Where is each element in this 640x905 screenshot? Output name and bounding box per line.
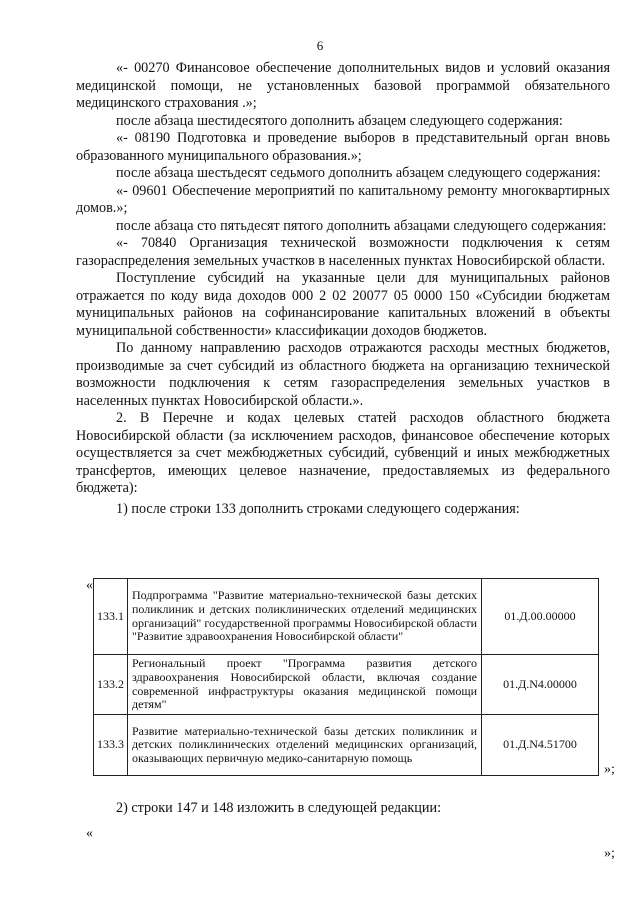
document-body bbox=[76, 60, 610, 518]
table-row bbox=[94, 715, 599, 776]
page-number: 6 bbox=[316, 38, 324, 53]
table-quote-close: »; bbox=[604, 762, 615, 777]
paragraph-instruction-67: после абзаца шестьдесят седьмого дополнить абзацем следующего содержания: bbox=[116, 165, 601, 181]
paragraph-instruction-60: после абзаца шестидесятого дополнить абзацем следующего содержания: bbox=[116, 112, 563, 129]
paragraph-70840: «- 70840 Организация технической возможности подключения к сетям газораспределения земельных участков в населенных пунктах Новосибирской области. bbox=[76, 235, 610, 269]
row-code: 01.Д.N4.51700 bbox=[482, 715, 599, 776]
paragraph-subsidies: Поступление субсидий на указанные цели для муниципальных районов отражается по коду вида доходов 000 2 02 20077 05 0000 150 «Субсидии бюджетам муниципальных районов на софинансирование капитальных вложений в объекты муниципальной собственности» классификации доходов бюджетов. bbox=[76, 270, 610, 339]
codes-table bbox=[93, 578, 599, 776]
row-code: 01.Д.N4.00000 bbox=[482, 655, 599, 715]
paragraph-08190: «- 08190 Подготовка и проведение выборов в представительный орган вновь образованного муниципального образования.»; bbox=[76, 130, 610, 164]
row-number: 133.2 bbox=[94, 655, 128, 715]
table-row bbox=[94, 579, 599, 655]
paragraph-09601: «- 09601 Обеспечение мероприятий по капитальному ремонту многоквартирных домов.»; bbox=[76, 182, 610, 216]
row-code: 01.Д.00.00000 bbox=[482, 579, 599, 655]
empty-quote-close: »; bbox=[604, 846, 615, 861]
paragraph-instruction-155: после абзаца сто пятьдесят пятого дополнить абзацами следующего содержания: bbox=[116, 217, 607, 234]
row-name: Подпрограмма "Развитие материально-технической базы детских поликлиник и детских поликлинических отделений медицинских организаций" государственной программы Новосибирской области "Развитие здравоохранения Новосибирской области" bbox=[128, 579, 482, 655]
paragraph-section-2: 2. В Перечне и кодах целевых статей расходов областного бюджета Новосибирской области (за исключением расходов, финансовое обеспечение которых осуществляется за счет межбюджетных субсидий, субвенций и иных межбюджетных трансфертов, имеющих целевое назначение, предоставляемых из федерального бюджета): bbox=[76, 410, 610, 496]
row-number: 133.1 bbox=[94, 579, 128, 655]
row-name: Развитие материально-технической базы детских поликлиник и детских поликлинических отделений медицинских организаций, оказывающих первичную медико-санитарную помощь bbox=[128, 715, 482, 776]
empty-quote-open: « bbox=[86, 826, 93, 841]
paragraph-00270: «- 00270 Финансовое обеспечение дополнительных видов и условий оказания медицинской помощи, не установленных базовой программой обязательного медицинского страхования .»; bbox=[76, 60, 610, 111]
row-name: Региональный проект "Программа развития детского здравоохранения Новосибирской области, включая создание современной инфраструктуры оказания медицинской помощи детям" bbox=[128, 655, 482, 715]
paragraph-expenses: По данному направлению расходов отражаются расходы местных бюджетов, производимые за счет субсидий из областного бюджета на организацию технической возможности подключения к сетям газораспределения земельных участков в населенных пунктах Новосибирской области.». bbox=[76, 340, 610, 409]
table-quote-open: « bbox=[86, 578, 93, 593]
paragraph-item-2: 2) строки 147 и 148 изложить в следующей редакции: bbox=[116, 800, 442, 816]
paragraph-item-1: 1) после строки 133 дополнить строками следующего содержания: bbox=[116, 500, 520, 517]
row-number: 133.3 bbox=[94, 715, 128, 776]
table-row bbox=[94, 655, 599, 715]
